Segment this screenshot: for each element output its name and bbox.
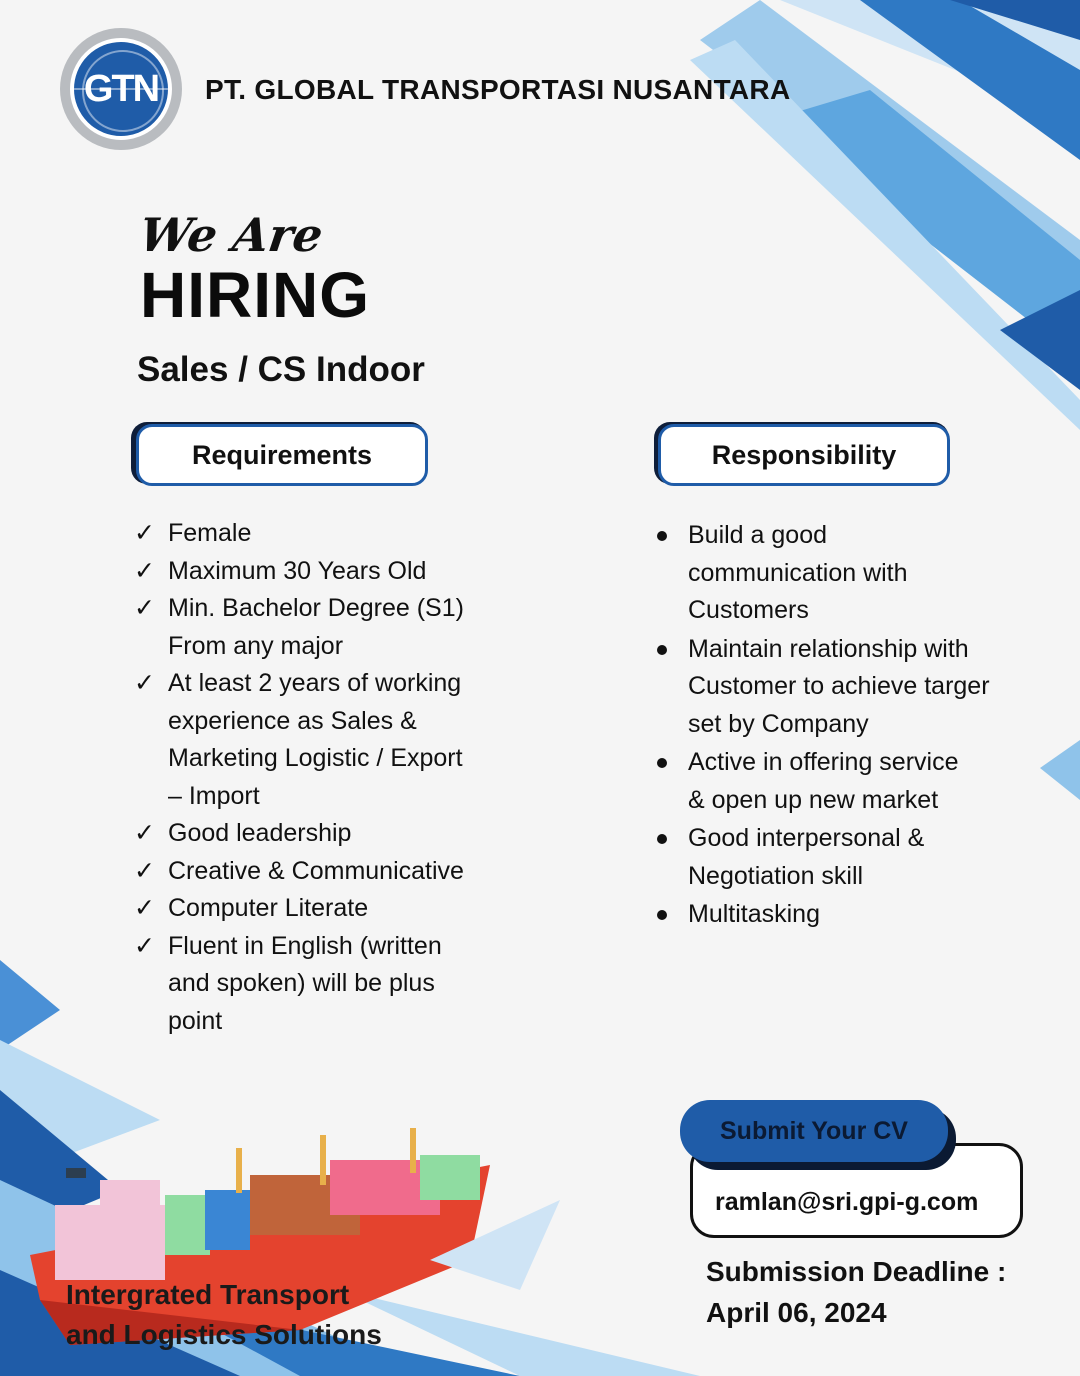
check-icon: ✓ <box>134 669 155 697</box>
bullet-dot-icon <box>657 758 667 768</box>
responsibility-title: Responsibility <box>711 439 897 470</box>
check-icon: ✓ <box>134 931 155 960</box>
email-link[interactable]: ramlan@sri.gpi-g.com <box>715 1188 979 1216</box>
bullet-dot-icon <box>657 645 667 655</box>
submit-cv-button[interactable]: Submit Your CV <box>680 1100 948 1162</box>
submission-deadline <box>706 1251 1006 1333</box>
company-name: PT. GLOBAL TRANSPORTASI NUSANTARA <box>205 74 791 105</box>
list-item: Build a good communication with Customers <box>655 517 988 630</box>
company-logo <box>60 28 182 150</box>
headline-main: HIRING <box>140 259 370 331</box>
requirements-list <box>134 515 494 1040</box>
requirements-title: Requirements <box>191 439 373 470</box>
bullet-dot-icon <box>657 834 667 844</box>
headline-script: We Are <box>136 208 327 262</box>
check-icon: ✓ <box>134 819 155 847</box>
check-icon: ✓ <box>134 856 155 885</box>
list-item: Active in offering service & open up new market <box>655 744 973 819</box>
list-item: ✓ Fluent in English (written and spoken) will be plus point <box>134 928 478 1041</box>
list-item: Multitasking <box>655 896 1035 934</box>
list-item: Maintain relationship with Customer to achieve targer set by Company <box>655 631 1018 744</box>
list-item: ✓ Computer Literate <box>134 890 494 928</box>
globe-icon <box>70 38 172 140</box>
requirements-header <box>136 424 428 486</box>
list-item: ✓ Min. Bachelor Degree (S1) From any major <box>134 590 468 665</box>
check-icon: ✓ <box>134 519 155 547</box>
check-icon: ✓ <box>134 556 155 585</box>
responsibility-list <box>655 517 1035 935</box>
deadline-date: April 06, 2024 <box>706 1297 887 1328</box>
list-item: ✓ Female <box>134 515 494 553</box>
check-icon: ✓ <box>134 894 155 922</box>
list-item: ✓ At least 2 years of working experience as Sales & Marketing Logistic / Export – Import <box>134 665 468 815</box>
company-tagline <box>66 1275 382 1355</box>
bullet-dot-icon <box>657 531 667 541</box>
list-item: ✓ Good leadership <box>134 815 494 853</box>
job-position-title: Sales / CS Indoor <box>137 350 425 389</box>
bullet-dot-icon <box>657 910 667 920</box>
logo-text: GTN <box>83 67 159 110</box>
list-item: Good interpersonal & Negotiation skill <box>655 820 928 895</box>
list-item: ✓ Maximum 30 Years Old <box>134 553 494 591</box>
deadline-label: Submission Deadline : <box>706 1256 1007 1287</box>
check-icon: ✓ <box>134 594 155 622</box>
tagline-line-2: and Logistics Solutions <box>66 1319 382 1350</box>
tagline-line-1: Intergrated Transport <box>66 1279 350 1310</box>
responsibility-header <box>658 424 950 486</box>
list-item: ✓ Creative & Communicative <box>134 853 494 891</box>
